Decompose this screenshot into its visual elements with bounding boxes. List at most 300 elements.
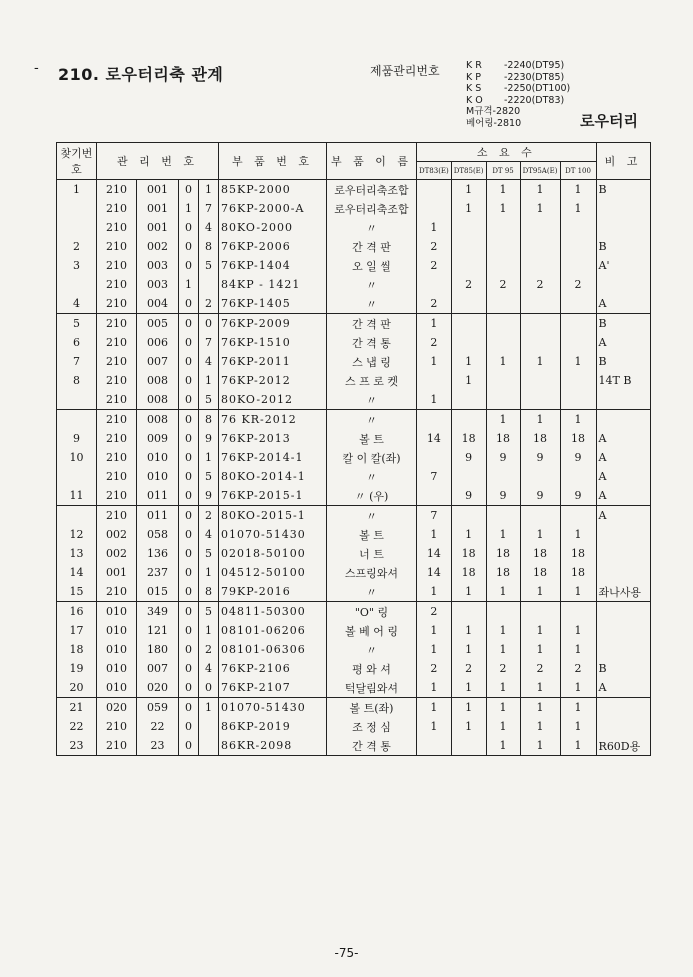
part-name: 볼 트 <box>327 429 417 448</box>
mgmt-c: 0 <box>179 486 199 506</box>
find-no: 5 <box>57 314 97 334</box>
table-row <box>57 602 651 622</box>
quantity-cell <box>417 180 452 200</box>
quantity-cell <box>451 467 486 486</box>
part-number: 76 KR-2012 <box>219 410 327 430</box>
part-number: 79KP-2016 <box>219 582 327 602</box>
quantity-cell: 1 <box>520 698 560 718</box>
table-row <box>57 429 651 448</box>
quantity-cell <box>560 506 596 526</box>
quantity-cell: 1 <box>451 621 486 640</box>
find-no: 4 <box>57 294 97 314</box>
remarks-cell: B <box>596 314 650 334</box>
remarks-cell: B <box>596 180 650 200</box>
quantity-cell: 1 <box>451 525 486 544</box>
part-name: 〃 <box>327 218 417 237</box>
find-no: 10 <box>57 448 97 467</box>
quantity-cell: 1 <box>417 352 452 371</box>
mgmt-c: 0 <box>179 467 199 486</box>
table-row <box>57 506 651 526</box>
quantity-cell: 1 <box>486 698 520 718</box>
quantity-cell <box>451 602 486 622</box>
mgmt-a: 001 <box>97 563 137 582</box>
mgmt-a: 210 <box>97 467 137 486</box>
quantity-cell: 1 <box>486 525 520 544</box>
mgmt-a: 010 <box>97 640 137 659</box>
quantity-cell: 2 <box>417 602 452 622</box>
find-no: 15 <box>57 582 97 602</box>
table-row <box>57 698 651 718</box>
quantity-cell: 1 <box>417 314 452 334</box>
part-number: 84KP - 1421 <box>219 275 327 294</box>
part-number: 85KP-2000 <box>219 180 327 200</box>
remarks-cell: B <box>596 352 650 371</box>
mgmt-c: 0 <box>179 352 199 371</box>
quantity-cell <box>417 371 452 390</box>
quantity-cell <box>451 256 486 275</box>
table-row <box>57 678 651 698</box>
quantity-cell <box>417 410 452 430</box>
mgmt-d: 1 <box>199 371 219 390</box>
mgmt-d <box>199 736 219 756</box>
quantity-cell <box>451 218 486 237</box>
find-no: 9 <box>57 429 97 448</box>
mgmt-c: 0 <box>179 448 199 467</box>
part-name: 볼 트(좌) <box>327 698 417 718</box>
part-name: 볼 트 <box>327 525 417 544</box>
quantity-cell: 1 <box>486 640 520 659</box>
part-name: 간 격 판 <box>327 237 417 256</box>
quantity-cell <box>417 448 452 467</box>
table-row <box>57 218 651 237</box>
mgmt-a: 210 <box>97 506 137 526</box>
mgmt-a: 010 <box>97 602 137 622</box>
quantity-cell <box>486 237 520 256</box>
quantity-cell: 2 <box>451 275 486 294</box>
remarks-cell <box>596 390 650 410</box>
mgmt-b: 020 <box>137 678 179 698</box>
find-no: 17 <box>57 621 97 640</box>
mgmt-a: 210 <box>97 294 137 314</box>
quantity-cell <box>520 237 560 256</box>
mgmt-a: 010 <box>97 659 137 678</box>
quantity-cell <box>451 314 486 334</box>
quantity-cell <box>520 390 560 410</box>
mgmt-c: 0 <box>179 294 199 314</box>
part-number: 76KP-1510 <box>219 333 327 352</box>
quantity-cell: 1 <box>486 180 520 200</box>
remarks-cell <box>596 544 650 563</box>
mgmt-d: 5 <box>199 256 219 275</box>
mgmt-b: 001 <box>137 180 179 200</box>
quantity-cell <box>417 199 452 218</box>
mgmt-b: 006 <box>137 333 179 352</box>
mgmt-d: 1 <box>199 621 219 640</box>
mgmt-c: 0 <box>179 544 199 563</box>
quantity-cell: 1 <box>560 736 596 756</box>
part-name: 〃 <box>327 390 417 410</box>
part-number: 76KP-2014-1 <box>219 448 327 467</box>
part-name: 너 트 <box>327 544 417 563</box>
quantity-cell: 2 <box>417 659 452 678</box>
part-name: 오 일 씰 <box>327 256 417 275</box>
mgmt-d: 5 <box>199 602 219 622</box>
part-name: 〃 (우) <box>327 486 417 506</box>
header-find-no: 찾기번호 <box>57 143 97 180</box>
mgmt-b: 011 <box>137 506 179 526</box>
quantity-cell: 1 <box>417 525 452 544</box>
quantity-cell: 1 <box>560 717 596 736</box>
part-number: 76KP-1405 <box>219 294 327 314</box>
mgmt-c: 0 <box>179 659 199 678</box>
quantity-cell <box>451 410 486 430</box>
quantity-cell <box>451 736 486 756</box>
quantity-cell: 1 <box>520 678 560 698</box>
mgmt-c: 0 <box>179 563 199 582</box>
quantity-cell <box>520 256 560 275</box>
mgmt-d: 4 <box>199 218 219 237</box>
mgmt-c: 1 <box>179 275 199 294</box>
mgmt-d: 5 <box>199 390 219 410</box>
remarks-cell <box>596 275 650 294</box>
remarks-cell: A <box>596 333 650 352</box>
quantity-cell <box>520 467 560 486</box>
quantity-cell: 9 <box>451 448 486 467</box>
quantity-cell: 1 <box>417 582 452 602</box>
quantity-cell: 1 <box>520 736 560 756</box>
quantity-cell <box>520 333 560 352</box>
table-row <box>57 371 651 390</box>
quantity-cell: 18 <box>560 429 596 448</box>
quantity-cell: 1 <box>486 621 520 640</box>
quantity-cell <box>560 371 596 390</box>
mgmt-b: 010 <box>137 467 179 486</box>
mgmt-a: 002 <box>97 525 137 544</box>
quantity-cell: 1 <box>520 199 560 218</box>
quantity-cell <box>560 333 596 352</box>
find-no: 18 <box>57 640 97 659</box>
quantity-cell: 1 <box>451 698 486 718</box>
quantity-cell <box>560 602 596 622</box>
quantity-cell: 2 <box>520 659 560 678</box>
quantity-cell: 1 <box>486 199 520 218</box>
mgmt-b: 180 <box>137 640 179 659</box>
mgmt-d: 0 <box>199 678 219 698</box>
part-name: 〃 <box>327 582 417 602</box>
mgmt-c: 1 <box>179 199 199 218</box>
find-no: 13 <box>57 544 97 563</box>
quantity-cell <box>417 736 452 756</box>
mgmt-b: 008 <box>137 371 179 390</box>
part-number: 86KP-2019 <box>219 717 327 736</box>
header-model: DT 100 <box>560 162 596 180</box>
mgmt-c: 0 <box>179 717 199 736</box>
header-model: DT 95 <box>486 162 520 180</box>
part-number: 76KP-2015-1 <box>219 486 327 506</box>
remarks-cell: A <box>596 294 650 314</box>
mgmt-c: 0 <box>179 371 199 390</box>
table-row <box>57 237 651 256</box>
part-name: 칼 이 칼(좌) <box>327 448 417 467</box>
remarks-cell: A <box>596 506 650 526</box>
mgmt-a: 210 <box>97 314 137 334</box>
find-no <box>57 199 97 218</box>
mgmt-d: 2 <box>199 294 219 314</box>
mgmt-d: 1 <box>199 698 219 718</box>
mgmt-a: 210 <box>97 390 137 410</box>
part-number: 76KP-1404 <box>219 256 327 275</box>
quantity-cell <box>520 218 560 237</box>
quantity-cell: 1 <box>451 180 486 200</box>
quantity-cell: 2 <box>486 275 520 294</box>
table-row <box>57 717 651 736</box>
header-model: DT83(E) <box>417 162 452 180</box>
mgmt-d: 9 <box>199 486 219 506</box>
mgmt-a: 210 <box>97 486 137 506</box>
table-row <box>57 314 651 334</box>
part-name: 조 정 심 <box>327 717 417 736</box>
mgmt-c: 0 <box>179 390 199 410</box>
quantity-cell <box>451 333 486 352</box>
part-number: 76KP-2012 <box>219 371 327 390</box>
quantity-cell: 2 <box>486 659 520 678</box>
quantity-cell: 1 <box>560 640 596 659</box>
part-number: 04512-50100 <box>219 563 327 582</box>
mgmt-b: 003 <box>137 256 179 275</box>
find-no <box>57 275 97 294</box>
mgmt-b: 059 <box>137 698 179 718</box>
mgmt-b: 003 <box>137 275 179 294</box>
mgmt-b: 008 <box>137 390 179 410</box>
mgmt-b: 007 <box>137 659 179 678</box>
table-row <box>57 640 651 659</box>
find-no <box>57 506 97 526</box>
quantity-cell: 2 <box>417 294 452 314</box>
mgmt-c: 0 <box>179 602 199 622</box>
quantity-cell: 1 <box>486 717 520 736</box>
quantity-cell <box>486 467 520 486</box>
mgmt-d: 9 <box>199 429 219 448</box>
mgmt-c: 0 <box>179 506 199 526</box>
quantity-cell: 18 <box>486 563 520 582</box>
part-number: 76KP-2106 <box>219 659 327 678</box>
remarks-cell: R60D용 <box>596 736 650 756</box>
find-no: 11 <box>57 486 97 506</box>
part-number: 76KP-2107 <box>219 678 327 698</box>
mgmt-b: 005 <box>137 314 179 334</box>
product-code-label: 제품관리번호 <box>370 64 440 78</box>
mgmt-b: 349 <box>137 602 179 622</box>
part-name: 스 프 로 켓 <box>327 371 417 390</box>
quantity-cell <box>560 237 596 256</box>
part-name: "O" 링 <box>327 602 417 622</box>
remarks-cell <box>596 698 650 718</box>
quantity-cell: 2 <box>417 237 452 256</box>
mgmt-b: 007 <box>137 352 179 371</box>
quantity-cell: 1 <box>560 678 596 698</box>
header-part-name: 부 품 이 름 <box>327 143 417 180</box>
quantity-cell: 1 <box>451 678 486 698</box>
quantity-cell: 14 <box>417 429 452 448</box>
quantity-cell: 1 <box>417 390 452 410</box>
quantity-cell: 1 <box>451 717 486 736</box>
quantity-cell <box>486 371 520 390</box>
product-code-key: K R <box>466 60 482 71</box>
find-no: 3 <box>57 256 97 275</box>
remarks-cell: 좌나사용 <box>596 582 650 602</box>
section-tag: 로우터리 <box>580 112 638 130</box>
quantity-cell: 1 <box>520 352 560 371</box>
quantity-cell <box>520 371 560 390</box>
remarks-cell <box>596 218 650 237</box>
remarks-cell <box>596 199 650 218</box>
mgmt-a: 210 <box>97 736 137 756</box>
part-number: 80KO-2000 <box>219 218 327 237</box>
quantity-cell: 1 <box>520 410 560 430</box>
mgmt-a: 010 <box>97 678 137 698</box>
part-name: 〃 <box>327 467 417 486</box>
product-code-value: -2230(DT85) <box>504 71 565 83</box>
part-name: 간 격 통 <box>327 333 417 352</box>
table-row <box>57 275 651 294</box>
header-model: DT85(E) <box>451 162 486 180</box>
part-number: 04811-50300 <box>219 602 327 622</box>
mgmt-b: 136 <box>137 544 179 563</box>
part-number: 80KO-2014-1 <box>219 467 327 486</box>
quantity-cell: 14 <box>417 544 452 563</box>
page-number: -75- <box>334 946 359 960</box>
remarks-cell: A <box>596 448 650 467</box>
mgmt-d: 4 <box>199 352 219 371</box>
part-number: 08101-06306 <box>219 640 327 659</box>
table-row <box>57 736 651 756</box>
quantity-cell: 1 <box>451 371 486 390</box>
mgmt-c: 0 <box>179 678 199 698</box>
part-name: 스 냅 링 <box>327 352 417 371</box>
product-code-value: -2250(DT100) <box>504 83 571 94</box>
table-row <box>57 563 651 582</box>
quantity-cell: 1 <box>520 621 560 640</box>
quantity-cell <box>451 294 486 314</box>
mgmt-b: 010 <box>137 448 179 467</box>
quantity-cell: 1 <box>417 698 452 718</box>
quantity-cell: 1 <box>417 640 452 659</box>
header-model: DT95A(E) <box>520 162 560 180</box>
mgmt-b: 015 <box>137 582 179 602</box>
remarks-cell <box>596 717 650 736</box>
mgmt-b: 121 <box>137 621 179 640</box>
find-no: 14 <box>57 563 97 582</box>
mgmt-a: 210 <box>97 275 137 294</box>
quantity-cell: 1 <box>417 717 452 736</box>
quantity-cell <box>560 314 596 334</box>
mgmt-c: 0 <box>179 180 199 200</box>
quantity-cell: 1 <box>560 352 596 371</box>
quantity-cell: 1 <box>451 352 486 371</box>
mgmt-a: 210 <box>97 237 137 256</box>
quantity-cell <box>486 506 520 526</box>
remarks-cell: A <box>596 678 650 698</box>
quantity-cell: 9 <box>520 448 560 467</box>
part-number: 76KP-2011 <box>219 352 327 371</box>
find-no: 12 <box>57 525 97 544</box>
find-no <box>57 390 97 410</box>
quantity-cell: 7 <box>417 467 452 486</box>
find-no: 7 <box>57 352 97 371</box>
quantity-cell <box>451 506 486 526</box>
quantity-cell: 1 <box>486 678 520 698</box>
remarks-cell: A' <box>596 256 650 275</box>
mgmt-c: 0 <box>179 218 199 237</box>
quantity-cell: 2 <box>520 275 560 294</box>
quantity-cell: 1 <box>520 525 560 544</box>
quantity-cell: 1 <box>451 582 486 602</box>
mgmt-d: 8 <box>199 582 219 602</box>
quantity-cell: 1 <box>560 582 596 602</box>
quantity-cell: 1 <box>520 640 560 659</box>
mgmt-d: 7 <box>199 199 219 218</box>
table-row <box>57 448 651 467</box>
quantity-cell: 18 <box>520 563 560 582</box>
quantity-cell: 1 <box>486 410 520 430</box>
quantity-cell: 9 <box>560 486 596 506</box>
mgmt-b: 004 <box>137 294 179 314</box>
find-no: 16 <box>57 602 97 622</box>
quantity-cell: 2 <box>560 275 596 294</box>
quantity-cell <box>451 237 486 256</box>
part-name: 간 격 통 <box>327 736 417 756</box>
mgmt-a: 210 <box>97 199 137 218</box>
mgmt-c: 0 <box>179 314 199 334</box>
quantity-cell <box>486 218 520 237</box>
find-no: 21 <box>57 698 97 718</box>
find-no: 1 <box>57 180 97 200</box>
table-row <box>57 467 651 486</box>
mgmt-b: 058 <box>137 525 179 544</box>
quantity-cell <box>417 275 452 294</box>
mgmt-a: 210 <box>97 180 137 200</box>
quantity-cell: 1 <box>520 582 560 602</box>
header-mgmt-no: 관 리 번 호 <box>97 143 219 180</box>
part-name: 〃 <box>327 410 417 430</box>
remarks-cell: A <box>596 429 650 448</box>
quantity-cell: 7 <box>417 506 452 526</box>
mgmt-b: 23 <box>137 736 179 756</box>
remarks-cell: A <box>596 486 650 506</box>
quantity-cell: 9 <box>451 486 486 506</box>
mgmt-d <box>199 717 219 736</box>
mgmt-a: 210 <box>97 352 137 371</box>
quantity-cell <box>486 602 520 622</box>
quantity-cell: 18 <box>560 563 596 582</box>
mgmt-b: 001 <box>137 199 179 218</box>
product-code <box>466 83 570 95</box>
quantity-cell <box>520 294 560 314</box>
table-row <box>57 544 651 563</box>
remarks-cell <box>596 525 650 544</box>
mgmt-d: 1 <box>199 563 219 582</box>
header-quantity: 소 요 수 <box>417 143 597 162</box>
mgmt-c: 0 <box>179 525 199 544</box>
quantity-cell: 9 <box>520 486 560 506</box>
mgmt-d: 4 <box>199 525 219 544</box>
mgmt-d: 2 <box>199 506 219 526</box>
table-row <box>57 486 651 506</box>
part-name: 볼 베 어 링 <box>327 621 417 640</box>
product-code-value: 베어링-2810 <box>466 117 522 129</box>
part-name: 평 와 셔 <box>327 659 417 678</box>
product-code <box>466 72 570 84</box>
